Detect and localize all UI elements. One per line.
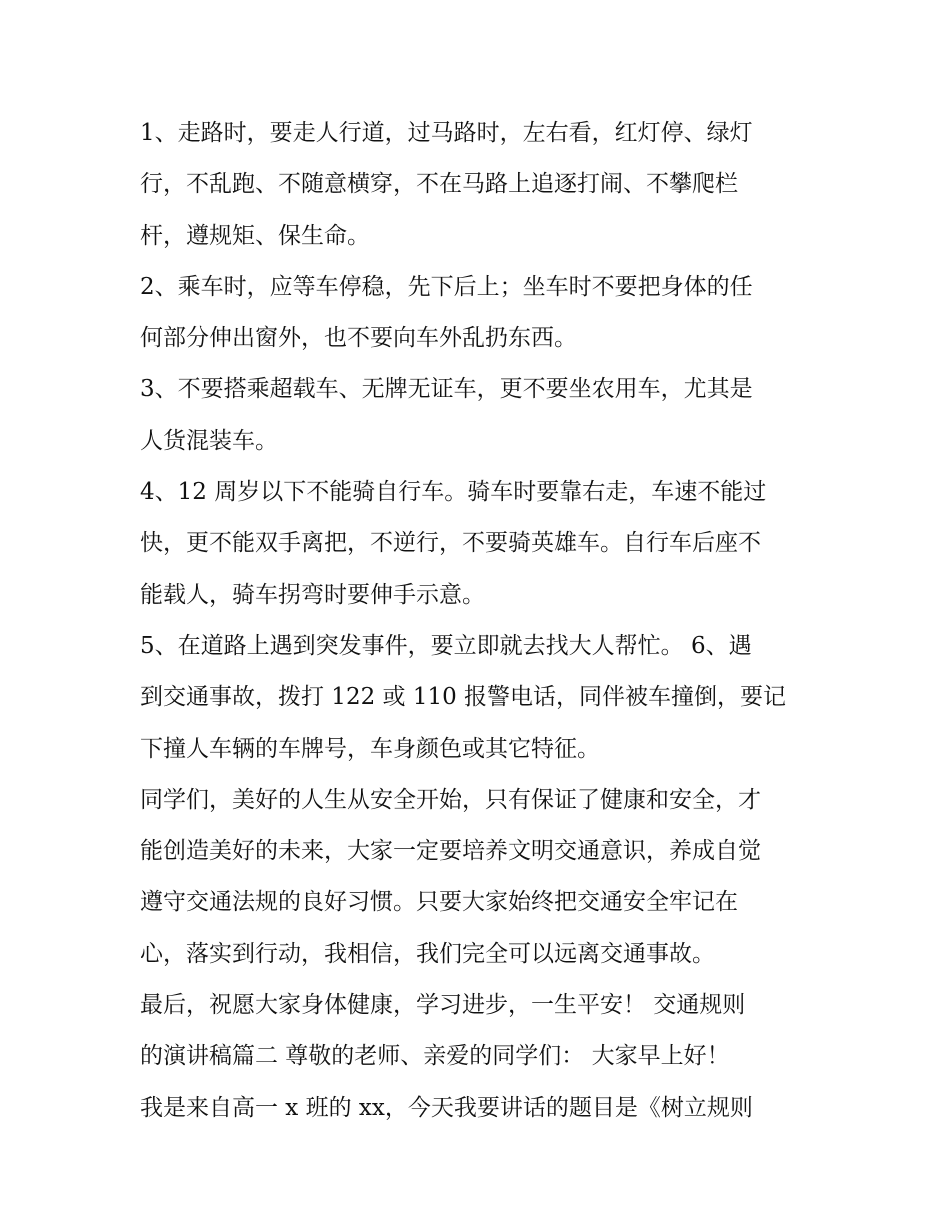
text-line: 心，落实到行动，我相信，我们完全可以远离交通事故。: [140, 940, 715, 967]
text-line: 我是来自高一 x 班的 xx，今天我要讲话的题目是《树立规则: [140, 1094, 753, 1121]
text-line: 何部分伸出窗外，也不要向车外乱扔东西。: [140, 325, 577, 352]
text-line: 的演讲稿篇二 尊敬的老师、亲爱的同学们： 大家早上好！: [140, 1043, 730, 1070]
text-line: 5、在道路上遇到突发事件，要立即就去找大人帮忙。 6、遇: [140, 632, 752, 659]
text-line: 到交通事故，拨打 122 或 110 报警电话，同伴被车撞倒，要记: [140, 684, 787, 711]
text-line: 3、不要搭乘超载车、无牌无证车，更不要坐农用车，尤其是: [140, 376, 753, 403]
text-line: 下撞人车辆的车牌号，车身颜色或其它特征。: [140, 735, 600, 762]
text-line: 能创造美好的未来，大家一定要培养文明交通意识，养成自觉: [140, 838, 761, 865]
text-line: 1、走路时，要走人行道，过马路时，左右看，红灯停、绿灯: [140, 120, 753, 146]
text-line: 杆，遵规矩、保生命。: [140, 222, 370, 249]
document-body: [140, 108, 820, 1134]
text-line: 人货混装车。: [140, 427, 278, 454]
text-line: 同学们，美好的人生从安全开始，只有保证了健康和安全，才: [140, 786, 761, 813]
text-line: 能载人，骑车拐弯时要伸手示意。: [140, 581, 485, 608]
text-line: 快，更不能双手离把，不逆行，不要骑英雄车。自行车后座不: [140, 530, 761, 557]
text-line: 2、乘车时，应等车停稳，先下后上；坐车时不要把身体的任: [140, 273, 753, 300]
text-line: 行，不乱跑、不随意横穿，不在马路上追逐打闹、不攀爬栏: [140, 171, 738, 198]
text-line: 遵守交通法规的良好习惯。只要大家始终把交通安全牢记在: [140, 889, 738, 916]
text-line: 4、12 周岁以下不能骑自行车。骑车时要靠右走，车速不能过: [140, 479, 767, 506]
text-line: 最后，祝愿大家身体健康，学习进步，一生平安！ 交通规则: [140, 992, 746, 1019]
